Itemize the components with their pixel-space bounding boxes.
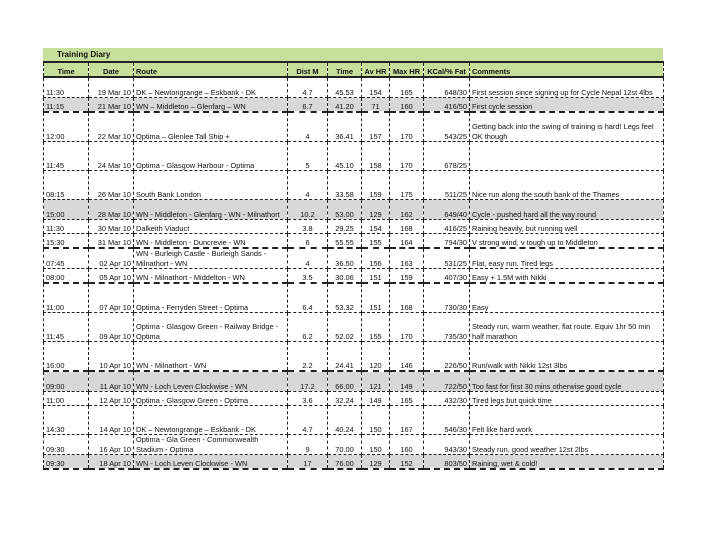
table-row [44,200,664,220]
table-row [44,283,664,313]
cell-avg-hr[interactable]: 155 [362,234,390,249]
table-row [44,371,664,392]
cell-avg-hr[interactable]: 71 [362,98,390,113]
cell-date[interactable]: 14 Apr 10 [89,406,134,435]
header-row [44,62,664,77]
header-kcal[interactable]: KCal/% Fat [424,62,470,77]
cell-kcal[interactable]: 226/50 [424,342,470,372]
cell-date[interactable]: 28 Mar 10 [89,200,134,220]
cell-comment[interactable]: Cycle - pushed hard all the way round [470,200,664,220]
cell-distance[interactable]: 6 [288,234,328,249]
cell-time[interactable]: 11:00 [44,392,89,406]
cell-date[interactable]: 24 Mar 10 [89,142,134,171]
cell-time[interactable]: 15:30 [44,234,89,249]
cell-comment[interactable]: Felt like hard work [470,406,664,435]
cell-distance[interactable]: 17 [288,455,328,470]
cell-duration[interactable]: 53.32 [328,283,362,313]
cell-route[interactable]: WN - Middleton - Glenfarg - WN - Milnathort [134,200,288,220]
cell-duration[interactable]: 52.02 [328,313,362,342]
cell-distance[interactable]: 4 [288,171,328,200]
cell-kcal[interactable]: 722/50 [424,371,470,392]
cell-route[interactable]: Optima - Glasgow Green - Optima [134,392,288,406]
cell-kcal[interactable]: 543/25 [424,112,470,142]
cell-kcal[interactable]: 531/25 [424,248,470,269]
cell-date[interactable]: 09 Apr 10 [89,313,134,342]
cell-route[interactable]: WN - Milnathort - WN [134,342,288,372]
cell-duration[interactable]: 41.20 [328,98,362,113]
cell-time[interactable]: 16:00 [44,342,89,372]
table-row [44,455,664,470]
cell-avg-hr[interactable]: 150 [362,435,390,455]
cell-time[interactable]: 15:00 [44,200,89,220]
cell-time[interactable]: 14:30 [44,406,89,435]
cell-distance[interactable]: 10.2 [288,200,328,220]
training-diary-sheet [43,48,663,470]
cell-duration[interactable]: 29.25 [328,220,362,234]
cell-distance[interactable]: 4.7 [288,406,328,435]
cell-comment[interactable]: Getting back into the swing of training is hard! Legs feel OK though [470,112,664,142]
cell-max-hr[interactable]: 175 [390,171,424,200]
cell-max-hr[interactable]: 160 [390,435,424,455]
cell-time[interactable]: 11:00 [44,283,89,313]
cell-avg-hr[interactable]: 155 [362,313,390,342]
cell-time[interactable]: 07:45 [44,248,89,269]
cell-route[interactable]: Optima - Glasgow Harbour - Optima [134,142,288,171]
cell-date[interactable]: 16 Apr 10 [89,435,134,455]
cell-kcal[interactable]: 678/25 [424,142,470,171]
cell-avg-hr[interactable]: 129 [362,200,390,220]
cell-duration[interactable]: 36.50 [328,248,362,269]
cell-distance[interactable]: 9 [288,435,328,455]
table-row [44,392,664,406]
cell-route[interactable]: Dalkeith Viaduct [134,220,288,234]
cell-time[interactable]: 09:30 [44,435,89,455]
cell-avg-hr[interactable]: 156 [362,248,390,269]
cell-kcal[interactable]: 648/30 [424,77,470,98]
table-row [44,313,664,342]
cell-kcal[interactable]: 432/30 [424,392,470,406]
sheet-title: Training Diary [43,48,663,61]
cell-comment[interactable]: Raining heavily, but running well [470,220,664,234]
cell-distance[interactable]: 2.2 [288,342,328,372]
cell-comment[interactable]: Raining, wet & cold! [470,455,664,470]
header-time[interactable]: Time [44,62,89,77]
cell-max-hr[interactable]: 165 [390,77,424,98]
cell-max-hr[interactable]: 152 [390,455,424,470]
cell-date[interactable]: 26 Mar 10 [89,171,134,200]
cell-route[interactable]: DK – Newtongrange – Eskbank - DK [134,406,288,435]
table-row [44,234,664,249]
cell-duration[interactable]: 30.06 [328,269,362,284]
cell-route[interactable]: South Bank London [134,171,288,200]
header-comments[interactable]: Comments [470,62,664,77]
cell-kcal[interactable]: 416/50 [424,98,470,113]
cell-route[interactable]: DK – Newtongrange – Eskbank - DK [134,77,288,98]
cell-time[interactable]: 11:45 [44,313,89,342]
cell-route[interactable]: WN - Middleton - Duncrevie - WN [134,234,288,249]
cell-max-hr[interactable]: 149 [390,371,424,392]
cell-time[interactable]: 12:00 [44,112,89,142]
cell-time[interactable]: 11:30 [44,220,89,234]
table-row [44,220,664,234]
cell-avg-hr[interactable]: 157 [362,112,390,142]
cell-avg-hr[interactable]: 159 [362,171,390,200]
cell-kcal[interactable]: 943/30 [424,435,470,455]
cell-route[interactable]: Optima – Glenlee Tall Ship + [134,112,288,142]
cell-kcal[interactable]: 735/30 [424,313,470,342]
cell-route[interactable]: WN – Middleton – Glenfarg – WN [134,98,288,113]
cell-comment[interactable]: Easy + 1.5M with Nikki [470,269,664,284]
cell-time[interactable]: 08:00 [44,269,89,284]
cell-max-hr[interactable]: 170 [390,313,424,342]
cell-avg-hr[interactable]: 121 [362,371,390,392]
cell-date[interactable]: 18 Apr 10 [89,455,134,470]
cell-avg-hr[interactable]: 129 [362,455,390,470]
cell-comment[interactable]: Steady run, good weather 12st 2lbs [470,435,664,455]
cell-comment[interactable]: Too fast for first 30 mins otherwise good cycle [470,371,664,392]
cell-kcal[interactable]: 416/25 [424,220,470,234]
cell-comment[interactable]: Easy [470,283,664,313]
table-row [44,248,664,269]
header-route[interactable]: Route [134,62,288,77]
table-row [44,142,664,171]
cell-date[interactable]: 31 Mar 10 [89,234,134,249]
cell-avg-hr[interactable]: 154 [362,220,390,234]
table-row [44,112,664,142]
cell-max-hr[interactable]: 170 [390,112,424,142]
cell-date[interactable]: 21 Mar 10 [89,98,134,113]
table-row [44,269,664,284]
table-row [44,406,664,435]
cell-max-hr[interactable]: 168 [390,220,424,234]
header-duration[interactable]: Time [328,62,362,77]
cell-duration[interactable]: 45.53 [328,77,362,98]
table-row [44,342,664,372]
cell-max-hr[interactable]: 167 [390,406,424,435]
cell-duration[interactable]: 70.00 [328,435,362,455]
cell-kcal[interactable]: 407/30 [424,269,470,284]
cell-avg-hr[interactable]: 154 [362,77,390,98]
cell-distance[interactable]: 4 [288,248,328,269]
cell-comment[interactable]: Tired legs but quick time [470,392,664,406]
cell-comment[interactable]: Steady run, warm weather, flat route. Equiv 1hr 50 min half marathon [470,313,664,342]
cell-time[interactable]: 11:30 [44,77,89,98]
cell-distance[interactable]: 3.5 [288,269,328,284]
cell-kcal[interactable]: 546/30 [424,406,470,435]
cell-date[interactable]: 22 Mar 10 [89,112,134,142]
table-row [44,171,664,200]
cell-duration[interactable]: 45.10 [328,142,362,171]
cell-comment[interactable]: Nice run along the south bank of the Thames [470,171,664,200]
cell-time[interactable]: 11:45 [44,142,89,171]
cell-avg-hr[interactable]: 149 [362,392,390,406]
cell-duration[interactable]: 36.41 [328,112,362,142]
cell-distance[interactable]: 4 [288,112,328,142]
cell-date[interactable]: 19 Mar 10 [89,77,134,98]
cell-duration[interactable]: 66.00 [328,371,362,392]
cell-date[interactable]: 12 Apr 10 [89,392,134,406]
cell-duration[interactable]: 32.24 [328,392,362,406]
table-row [44,98,664,113]
header-max-hr[interactable]: Max HR [390,62,424,77]
cell-max-hr[interactable]: 163 [390,248,424,269]
cell-comment[interactable] [470,142,664,171]
cell-distance[interactable]: 3.8 [288,220,328,234]
cell-distance[interactable]: 6.7 [288,98,328,113]
cell-duration[interactable]: 33.58 [328,171,362,200]
cell-distance[interactable]: 6.2 [288,313,328,342]
cell-avg-hr[interactable]: 120 [362,342,390,372]
cell-kcal[interactable]: 511/25 [424,171,470,200]
cell-max-hr[interactable]: 159 [390,269,424,284]
cell-date[interactable]: 05 Apr 10 [89,269,134,284]
cell-route[interactable]: WN - Loch Leven Clockwise - WN [134,455,288,470]
table-row [44,77,664,98]
table-row [44,435,664,455]
cell-route[interactable]: WN - Burleigh Castle - Burleigh Sands - Milnathort - WN [134,248,288,269]
cell-avg-hr[interactable]: 150 [362,406,390,435]
cell-comment[interactable]: V strong wind, v tough up to Middleton [470,234,664,249]
cell-duration[interactable]: 76.00 [328,455,362,470]
cell-max-hr[interactable]: 146 [390,342,424,372]
cell-distance[interactable]: 4.7 [288,77,328,98]
cell-distance[interactable]: 5 [288,142,328,171]
cell-time[interactable]: 09:00 [44,371,89,392]
cell-comment[interactable]: First session since signing up for Cycle Nepal 12st 4lbs [470,77,664,98]
cell-route[interactable]: Optima - Glasgow Green - Railway Bridge - Optima [134,313,288,342]
cell-kcal[interactable]: 730/30 [424,283,470,313]
cell-comment[interactable]: First cycle session [470,98,664,113]
cell-time[interactable]: 08:15 [44,171,89,200]
cell-route[interactable]: WN - Loch Leven Clockwise - WN [134,371,288,392]
cell-max-hr[interactable]: 168 [390,283,424,313]
cell-avg-hr[interactable]: 151 [362,283,390,313]
cell-date[interactable]: 10 Apr 10 [89,342,134,372]
training-table [43,61,664,470]
header-avg-hr[interactable]: Av HR [362,62,390,77]
cell-distance[interactable]: 6.4 [288,283,328,313]
cell-date[interactable]: 02 Apr 10 [89,248,134,269]
cell-duration[interactable]: 40.24 [328,406,362,435]
cell-max-hr[interactable]: 170 [390,142,424,171]
cell-comment[interactable]: Run/walk with Nikki 12st 3lbs [470,342,664,372]
cell-max-hr[interactable]: 162 [390,200,424,220]
header-distance[interactable]: Dist M [288,62,328,77]
cell-route[interactable]: Optima - Gla Green - Commonwealth Stadium - Optima [134,435,288,455]
cell-duration[interactable]: 53.00 [328,200,362,220]
cell-route[interactable]: WN - Milnathort - Middelton - WN [134,269,288,284]
cell-kcal[interactable]: 794/30 [424,234,470,249]
cell-time[interactable]: 11:15 [44,98,89,113]
cell-date[interactable]: 30 Mar 10 [89,220,134,234]
header-date[interactable]: Date [89,62,134,77]
cell-duration[interactable]: 55.55 [328,234,362,249]
cell-date[interactable]: 11 Apr 10 [89,371,134,392]
cell-distance[interactable]: 17.2 [288,371,328,392]
cell-date[interactable]: 07 Apr 10 [89,283,134,313]
cell-route[interactable]: Optima - Ferryden Street - Optima [134,283,288,313]
cell-distance[interactable]: 3.6 [288,392,328,406]
cell-time[interactable]: 09:30 [44,455,89,470]
cell-kcal[interactable]: 803/50 [424,455,470,470]
cell-duration[interactable]: 24.41 [328,342,362,372]
cell-comment[interactable]: Flat, easy run. Tired legs [470,248,664,269]
cell-max-hr[interactable]: 160 [390,98,424,113]
cell-max-hr[interactable]: 165 [390,392,424,406]
cell-avg-hr[interactable]: 158 [362,142,390,171]
cell-avg-hr[interactable]: 151 [362,269,390,284]
cell-kcal[interactable]: 649/40 [424,200,470,220]
cell-max-hr[interactable]: 164 [390,234,424,249]
